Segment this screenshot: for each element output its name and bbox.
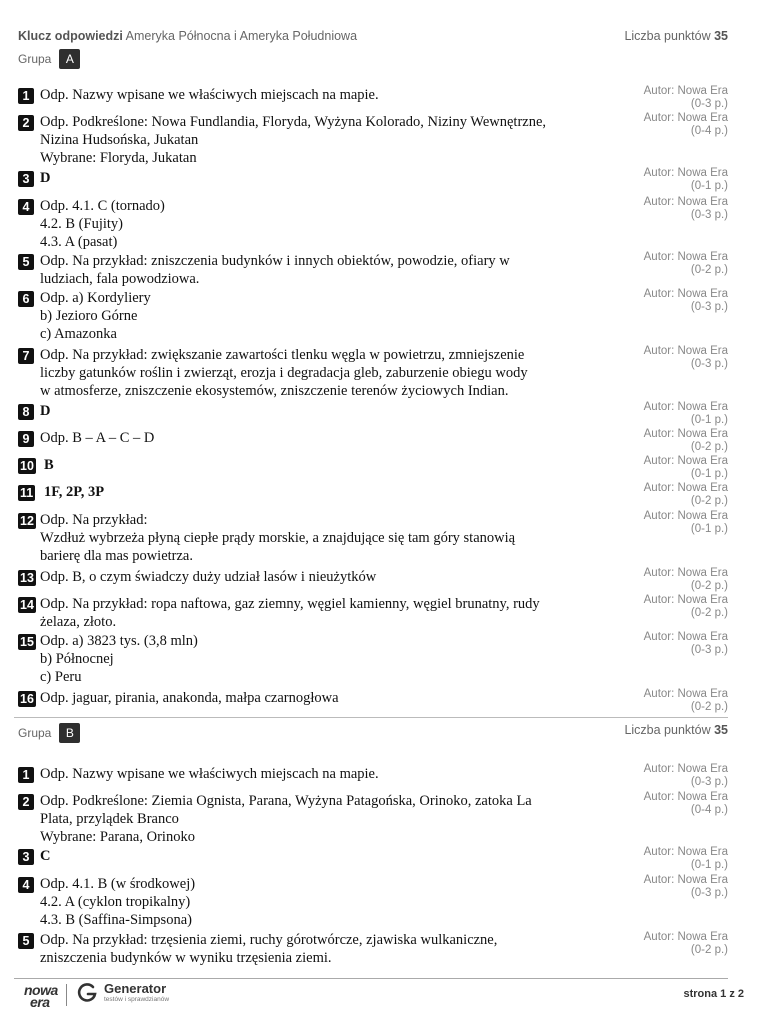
page-footer [18, 980, 744, 1010]
nowa-era-logo [24, 984, 58, 1008]
author-label: Autor: Nowa Era [643, 455, 728, 467]
question-a-15-meta [568, 631, 728, 657]
group-a-label: Grupa [18, 52, 52, 66]
question-a-1-meta [568, 85, 728, 111]
question-number: 4 [18, 199, 34, 215]
answer-text: Odp. a) Kordyliery b) Jezioro Górne c) Amazonka [40, 290, 151, 342]
points-value: 35 [714, 723, 728, 737]
author-label: Autor: Nowa Era [643, 594, 728, 606]
answer-text: Odp. Nazwy wpisane we właściwych miejscach na mapie. [40, 766, 379, 782]
question-number: 3 [18, 849, 34, 865]
question-number: 8 [18, 404, 34, 420]
question-a-6-meta [568, 288, 728, 314]
question-a-14-meta [568, 594, 728, 620]
question-number: 2 [18, 794, 34, 810]
answer-text: Odp. Na przykład: ropa naftowa, gaz ziemny, węgiel kamienny, węgiel brunatny, rudy żelaza, złoto. [40, 596, 540, 630]
question-b-4-meta [568, 874, 728, 900]
answer-text: Odp. 4.1. C (tornado) 4.2. B (Fujity) 4.3. A (pasat) [40, 198, 165, 250]
header-title-bold: Klucz odpowiedzi [18, 29, 123, 43]
question-number: 10 [20, 459, 34, 473]
answer-text: Odp. Podkreślone: Ziemia Ognista, Parana, Wyżyna Patagońska, Orinoko, zatoka La Plata, przylądek Branco Wybrane: Parana, Orinoko [40, 793, 532, 845]
points-range: (0-1 p.) [690, 180, 728, 192]
question-a-4-meta [568, 196, 728, 222]
points-range: (0-2 p.) [690, 944, 728, 956]
group-divider [14, 717, 728, 718]
question-number: 14 [20, 598, 34, 612]
question-b-3-meta [568, 846, 728, 872]
points-range: (0-3 p.) [690, 358, 728, 370]
generator-logo-icon [76, 982, 98, 1004]
points-range: (0-3 p.) [690, 776, 728, 788]
author-label: Autor: Nowa Era [643, 428, 728, 440]
points-range: (0-2 p.) [690, 607, 728, 619]
points-label: Liczba punktów [624, 723, 711, 737]
question-number: 1 [18, 88, 34, 104]
answer-text: C [40, 848, 51, 864]
answer-text: Odp. B, o czym świadczy duży udział lasów i nieużytków [40, 569, 377, 585]
page-number: strona 1 z 2 [683, 988, 744, 1000]
points-range: (0-3 p.) [690, 301, 728, 313]
generator-logo-text [104, 982, 169, 1004]
question-number: 11 [20, 486, 34, 500]
question-number: 12 [20, 514, 34, 528]
footer-divider [14, 978, 728, 979]
question-a-9-meta [568, 428, 728, 454]
answer-text: Odp. Na przykład: zniszczenia budynków i innych obiektów, powodzie, ofiary w ludziach, fala powodziowa. [40, 253, 510, 287]
question-number: 7 [18, 348, 34, 364]
points-range: (0-3 p.) [690, 209, 728, 221]
author-label: Autor: Nowa Era [643, 688, 728, 700]
question-a-5-meta [568, 251, 728, 277]
question-number: 5 [18, 254, 34, 270]
author-label: Autor: Nowa Era [643, 763, 728, 775]
question-number: 16 [20, 692, 34, 706]
points-label: Liczba punktów [624, 29, 711, 43]
author-label: Autor: Nowa Era [643, 510, 728, 522]
logo-text-top: nowa [24, 982, 58, 998]
answer-text: Odp. 4.1. B (w środkowej) 4.2. A (cyklon tropikalny) 4.3. B (Saffina-Simpsona) [40, 876, 196, 928]
question-number: 6 [18, 291, 34, 307]
group-b-badge: B [59, 723, 80, 743]
header-points [624, 29, 728, 43]
question-number: 3 [18, 171, 34, 187]
author-label: Autor: Nowa Era [643, 167, 728, 179]
answer-text: Odp. jaguar, pirania, anakonda, małpa czarnogłowa [40, 690, 339, 706]
author-label: Autor: Nowa Era [643, 874, 728, 886]
author-label: Autor: Nowa Era [643, 791, 728, 803]
author-label: Autor: Nowa Era [643, 85, 728, 97]
generator-title: Generator [104, 981, 167, 996]
question-b-5-meta [568, 931, 728, 957]
points-range: (0-2 p.) [690, 264, 728, 276]
answer-text: Odp. Na przykład: zwiększanie zawartości tlenku węgla w powietrzu, zmniejszenie liczby gatunków roślin i zwierząt, erozja i degradacja gleb, zaburzenie obiegu wody w atmosferze, zniszczenie ekosystemów, zniszczenie terenów życiowych Indian. [40, 347, 528, 399]
group-b-label: Grupa [18, 726, 52, 740]
header-title: Ameryka Północna i Ameryka Południowa [125, 29, 358, 43]
points-range: (0-1 p.) [690, 468, 728, 480]
question-a-2-meta [568, 112, 728, 138]
author-label: Autor: Nowa Era [643, 401, 728, 413]
points-range: (0-2 p.) [690, 495, 728, 507]
group-a-badge: A [59, 49, 80, 69]
question-number: 2 [18, 115, 34, 131]
logo-separator [66, 984, 67, 1006]
author-label: Autor: Nowa Era [643, 931, 728, 943]
author-label: Autor: Nowa Era [643, 251, 728, 263]
author-label: Autor: Nowa Era [643, 846, 728, 858]
points-range: (0-1 p.) [690, 859, 728, 871]
points-range: (0-1 p.) [690, 414, 728, 426]
question-b-2-meta [568, 791, 728, 817]
question-a-13-meta [568, 567, 728, 593]
question-a-16-meta [568, 688, 728, 714]
author-label: Autor: Nowa Era [643, 112, 728, 124]
question-a-10-meta [568, 455, 728, 481]
question-a-8-meta [568, 401, 728, 427]
author-label: Autor: Nowa Era [643, 567, 728, 579]
points-range: (0-3 p.) [690, 644, 728, 656]
points-range: (0-3 p.) [690, 98, 728, 110]
points-range: (0-2 p.) [690, 580, 728, 592]
answer-text: Odp. Na przykład: Wzdłuż wybrzeża płyną ciepłe prądy morskie, a znajdujące się tam góry stanowią barierę dla mas powietrza. [40, 512, 516, 564]
generator-subtitle: testów i sprawdzianów [104, 996, 170, 1003]
group-a-heading [18, 49, 80, 69]
question-number: 4 [18, 877, 34, 893]
answer-text: B [44, 457, 54, 473]
author-label: Autor: Nowa Era [643, 482, 728, 494]
question-a-11-meta [568, 482, 728, 508]
author-label: Autor: Nowa Era [643, 345, 728, 357]
answer-text: D [40, 403, 51, 419]
answer-text: Odp. a) 3823 tys. (3,8 mln) b) Północnej c) Peru [40, 633, 198, 685]
points-range: (0-1 p.) [690, 523, 728, 535]
question-b-1-meta [568, 763, 728, 789]
document-header [18, 29, 728, 43]
question-a-3-meta [568, 167, 728, 193]
question-a-7-meta [568, 345, 728, 371]
question-number: 1 [18, 767, 34, 783]
answer-text: Odp. B – A – C – D [40, 430, 155, 446]
question-number: 9 [18, 431, 34, 447]
question-number: 15 [20, 635, 34, 649]
question-number: 5 [18, 933, 34, 949]
points-range: (0-2 p.) [690, 441, 728, 453]
group-b-points-text [624, 723, 728, 737]
points-range: (0-4 p.) [690, 804, 728, 816]
question-number: 13 [20, 571, 34, 585]
author-label: Autor: Nowa Era [643, 196, 728, 208]
answer-text: Odp. Podkreślone: Nowa Fundlandia, Floryda, Wyżyna Kolorado, Niziny Wewnętrzne, Nizina Hudsońska, Jukatan Wybrane: Floryda, Jukatan [40, 114, 547, 166]
logo-text-bottom: era [30, 994, 50, 1010]
question-a-12-meta [568, 510, 728, 536]
answer-text: 1F, 2P, 3P [44, 484, 105, 500]
author-label: Autor: Nowa Era [643, 631, 728, 643]
answer-text: Odp. Na przykład: trzęsienia ziemi, ruchy górotwórcze, zjawiska wulkaniczne, zniszczenia budynków w wyniku trzęsienia ziemi. [40, 932, 498, 966]
answer-text: D [40, 170, 51, 186]
points-range: (0-2 p.) [690, 701, 728, 713]
points-range: (0-4 p.) [690, 125, 728, 137]
answer-text: Odp. Nazwy wpisane we właściwych miejscach na mapie. [40, 87, 379, 103]
author-label: Autor: Nowa Era [643, 288, 728, 300]
points-value: 35 [714, 29, 728, 43]
points-range: (0-3 p.) [690, 887, 728, 899]
group-b-heading [18, 723, 80, 743]
